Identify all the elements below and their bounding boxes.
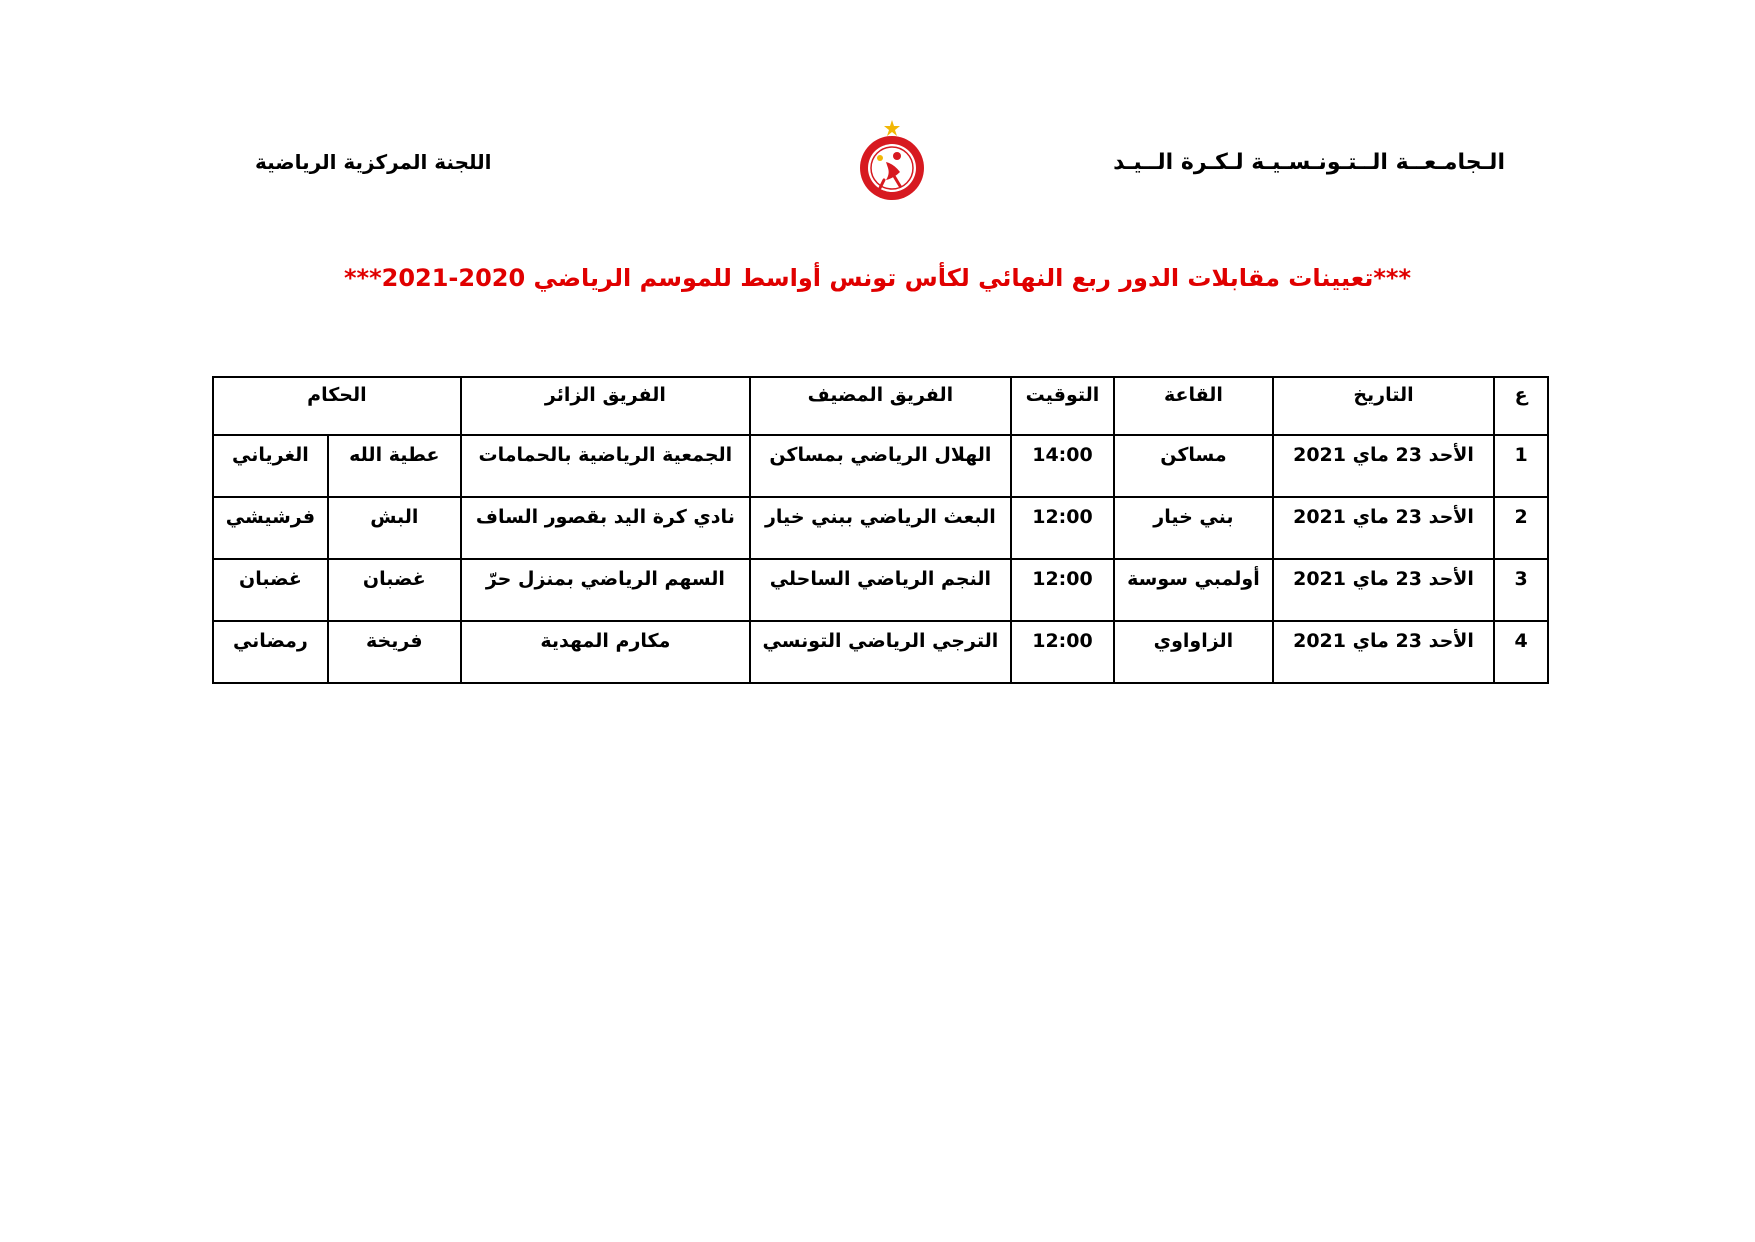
header-time: التوقيت [1011,377,1114,435]
cell-referee-1: عطية الله [328,435,461,497]
header-referees: الحكام [213,377,461,435]
cell-referee-2: رمضاني [213,621,328,683]
cell-hall: بني خيار [1114,497,1273,559]
cell-hall: أولمبي سوسة [1114,559,1273,621]
cell-away-team: السهم الرياضي بمنزل حرّ [461,559,750,621]
cell-time [1011,621,1114,683]
cell-home-team: الهلال الرياضي بمساكن [750,435,1011,497]
cell-away-team: مكارم المهدية [461,621,750,683]
cell-referee-1: البش [328,497,461,559]
cell-number: 1 [1494,435,1548,497]
cell-referee-1: فريخة [328,621,461,683]
cell-date: الأحد 23 ماي 2021 [1273,497,1495,559]
cell-referee-2: غضبان [213,559,328,621]
cell-number: 2 [1494,497,1548,559]
cell-hall: الزاواوي [1114,621,1273,683]
cell-time [1011,497,1114,559]
cell-date: الأحد 23 ماي 2021 [1273,559,1495,621]
cell-time [1011,435,1114,497]
cell-referee-2: فرشيشي [213,497,328,559]
header-away-team: الفريق الزائر [461,377,750,435]
committee-name: اللجنة المركزية الرياضية [255,150,492,174]
cell-time [1011,559,1114,621]
cell-referee-2: الغرياني [213,435,328,497]
header-hall: القاعة [1114,377,1273,435]
cell-date: الأحد 23 ماي 2021 [1273,621,1495,683]
time-value: 12:00 [1032,630,1093,652]
table-row [213,621,1548,683]
match-schedule-table [212,376,1549,684]
table-row [213,435,1548,497]
header-number: ع [1494,377,1548,435]
time-value: 14:00 [1032,444,1093,466]
cell-home-team: البعث الرياضي ببني خيار [750,497,1011,559]
cell-hall: مساكن [1114,435,1273,497]
time-value: 12:00 [1032,568,1093,590]
page-title: ***تعيينات مقابلات الدور ربع النهائي لكأس تونس أواسط للموسم الرياضي 2020-2021*** [343,264,1412,292]
table-header-row [213,377,1548,435]
time-value: 12:00 [1032,506,1093,528]
cell-number: 4 [1494,621,1548,683]
cell-number: 3 [1494,559,1548,621]
cell-away-team: الجمعية الرياضية بالحمامات [461,435,750,497]
cell-away-team: نادي كرة اليد بقصور الساف [461,497,750,559]
handball-federation-logo-icon [850,118,934,202]
header-home-team: الفريق المضيف [750,377,1011,435]
cell-home-team: النجم الرياضي الساحلي [750,559,1011,621]
header-date: التاريخ [1273,377,1495,435]
cell-referee-1: غضبان [328,559,461,621]
cell-home-team: الترجي الرياضي التونسي [750,621,1011,683]
table-row [213,559,1548,621]
table-row [213,497,1548,559]
cell-date: الأحد 23 ماي 2021 [1273,435,1495,497]
federation-name: الـجامـعــة الــتـونـسـيـة لـكـرة الــيـد [1113,150,1505,175]
